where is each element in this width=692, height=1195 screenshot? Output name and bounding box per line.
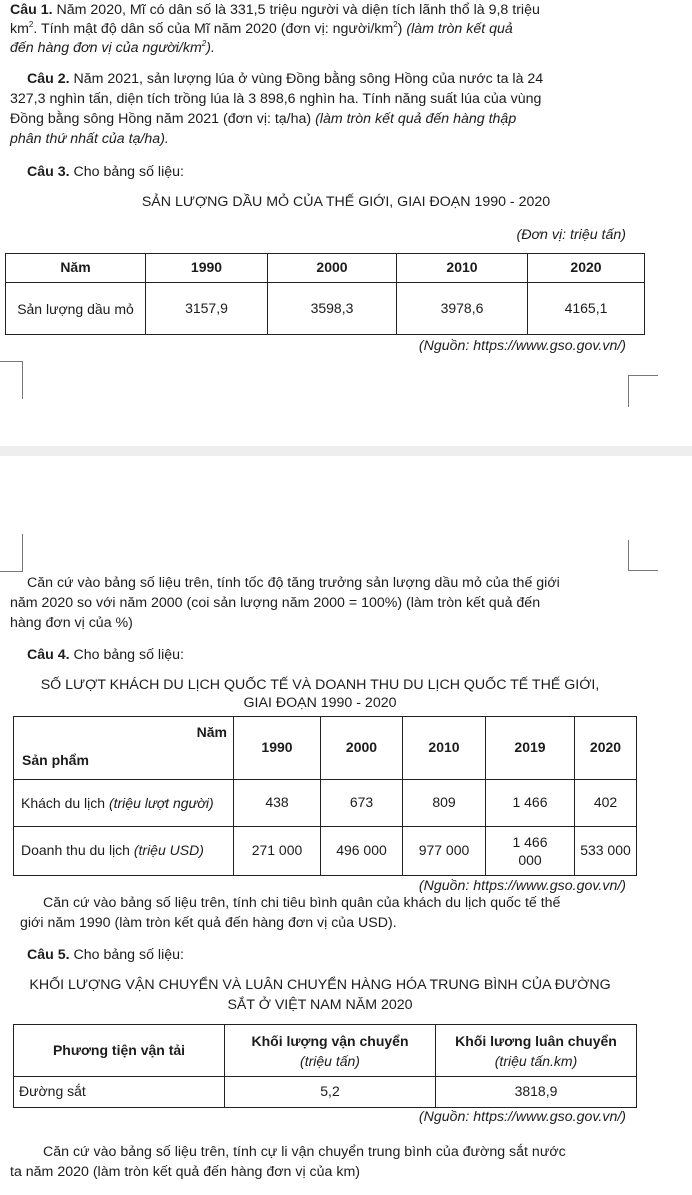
corner-mark xyxy=(628,540,629,570)
q4-title-line-1: SỐ LƯỢT KHÁCH DU LỊCH QUỐC TẾ VÀ DOANH THU DU LỊCH QUỐC TẾ THẾ GIỚI, xyxy=(40,677,600,693)
q3-header-2000: 2000 xyxy=(268,254,397,283)
q5-title-line-2: SẮT Ở VIỆT NAM NĂM 2020 xyxy=(227,997,413,1013)
q4-row-revenue-label: Doanh thu du lịch (triệu USD) xyxy=(14,827,234,876)
q3-source: (Nguồn: https://www.gso.gov.vn/) xyxy=(418,338,626,354)
q4-cell: 977 000 xyxy=(403,827,486,876)
corner-mark xyxy=(0,571,22,572)
q4-table xyxy=(13,716,637,876)
q4-corner-product: Sản phẩm xyxy=(22,752,89,768)
q4-cell: 533 000 xyxy=(575,827,637,876)
q4-source: (Nguồn: https://www.gso.gov.vn/) xyxy=(418,878,626,894)
q4-task-line-1: Căn cứ vào bảng số liệu trên, tính chi tiêu bình quân của khách du lịch quốc tế thế xyxy=(43,895,561,911)
q3-unit: (Đơn vị: triệu tấn) xyxy=(516,227,626,243)
q5-label: Câu 5. xyxy=(27,947,70,963)
q5-cell-turnover: 3818,9 xyxy=(436,1077,637,1108)
q4-year-header: 2019 xyxy=(486,717,575,780)
q5-task-line-2: ta năm 2020 (làm tròn kết quả đến hàng đơn vị của km) xyxy=(10,1164,360,1180)
page-gap xyxy=(0,446,692,456)
q2-line-1: Câu 2. Năm 2021, sản lượng lúa ở vùng Đồng bằng sông Hồng của nước ta là 24 xyxy=(27,71,544,87)
q3-cell: 4165,1 xyxy=(528,283,645,335)
q3-row-label: Sản lượng dầu mỏ xyxy=(6,283,146,335)
q5-header-turnover: Khối lương luân chuyển (triệu tấn.km) xyxy=(436,1025,637,1077)
q3-cell: 3978,6 xyxy=(397,283,528,335)
q3-header-year: Năm xyxy=(6,254,146,283)
q3-table-title: SẢN LƯỢNG DẦU MỎ CỦA THẾ GIỚI, GIAI ĐOẠN 1990 - 2020 xyxy=(141,194,551,210)
corner-mark xyxy=(628,570,658,571)
q4-corner-year: Năm xyxy=(196,724,227,740)
q4-label: Câu 4. xyxy=(27,647,70,663)
q5-source: (Nguồn: https://www.gso.gov.vn/) xyxy=(418,1109,626,1125)
q1-line-3: đến hàng đơn vị của người/$km^2$). xyxy=(10,39,215,56)
q3-table xyxy=(5,253,645,335)
q5-cell-volume: 5,2 xyxy=(225,1077,436,1108)
q5-row-label: Đường sắt xyxy=(14,1077,225,1108)
q3-header-1990: 1990 xyxy=(146,254,268,283)
q2-line-2: 327,3 nghìn tấn, diện tích trồng lúa là 3 898,6 nghìn ha. Tính năng suất lúa của vùng xyxy=(10,91,542,107)
q3-cell: 3598,3 xyxy=(268,283,397,335)
q4-corner-cell xyxy=(14,717,234,780)
q3-label: Câu 3. xyxy=(27,164,70,180)
q4-cell: 1 466 000 xyxy=(486,827,575,876)
q1-line-2: $km^2$. Tính mật độ dân số của Mĩ năm 2020 (đơn vị: người/$km^2$) (làm tròn kết quả xyxy=(10,20,513,37)
q1-line-1: Câu 1. Năm 2020, Mĩ có dân số là 331,5 triệu người và diện tích lãnh thổ là 9,8 triệu xyxy=(10,2,540,18)
q4-year-header: 1990 xyxy=(234,717,321,780)
q2-line-4: phân thứ nhất của tạ/ha). xyxy=(10,131,169,147)
q5-header-volume: Khối lượng vận chuyển (triệu tấn) xyxy=(225,1025,436,1077)
q3-intro: Câu 3. Cho bảng số liệu: xyxy=(27,164,184,180)
q4-year-header: 2000 xyxy=(321,717,403,780)
q4-year-header: 2020 xyxy=(575,717,637,780)
q4-cell: 438 xyxy=(234,780,321,827)
q5-title-line-1: KHỐI LƯỢNG VẬN CHUYỂN VÀ LUÂN CHUYỂN HÀNG HÓA TRUNG BÌNH CỦA ĐƯỜNG xyxy=(29,977,611,993)
corner-mark xyxy=(628,375,658,376)
q3-task-line-2: năm 2020 so với năm 2000 (coi sản lượng năm 2000 = 100%) (làm tròn kết quả đến xyxy=(10,595,541,611)
q5-intro: Câu 5. Cho bảng số liệu: xyxy=(27,947,184,963)
q3-cell: 3157,9 xyxy=(146,283,268,335)
q4-cell: 809 xyxy=(403,780,486,827)
q2-label: Câu 2. xyxy=(27,71,70,87)
q4-task-line-2: giới năm 1990 (làm tròn kết quả đến hàng đơn vị của USD). xyxy=(20,915,397,931)
q4-cell: 496 000 xyxy=(321,827,403,876)
q5-task-line-1: Căn cứ vào bảng số liệu trên, tính cự li vận chuyển trung bình của đường sắt nước xyxy=(43,1144,566,1160)
q2-line-3: Đồng bằng sông Hồng năm 2021 (đơn vị: tạ/ha) (làm tròn kết quả đến hàng thập xyxy=(10,111,517,127)
q4-year-header: 2010 xyxy=(403,717,486,780)
q3-header-2020: 2020 xyxy=(528,254,645,283)
corner-mark xyxy=(22,534,23,572)
q3-task-line-1: Căn cứ vào bảng số liệu trên, tính tốc độ tăng trưởng sản lượng dầu mỏ của thế giới xyxy=(27,575,560,591)
corner-mark xyxy=(628,375,629,407)
q4-row-visitors-label: Khách du lịch (triệu lượt người) xyxy=(14,780,234,827)
q4-cell: 673 xyxy=(321,780,403,827)
corner-mark xyxy=(22,361,23,399)
q5-table xyxy=(13,1024,637,1108)
q4-title-line-2: GIAI ĐOẠN 1990 - 2020 xyxy=(243,695,397,711)
q3-task-line-3: hàng đơn vị của %) xyxy=(10,615,133,631)
q4-cell: 402 xyxy=(575,780,637,827)
q4-intro: Câu 4. Cho bảng số liệu: xyxy=(27,647,184,663)
q3-header-2010: 2010 xyxy=(397,254,528,283)
q4-cell: 271 000 xyxy=(234,827,321,876)
q5-header-vehicle: Phương tiện vận tải xyxy=(14,1025,225,1077)
q4-cell: 1 466 xyxy=(486,780,575,827)
corner-mark xyxy=(0,361,22,362)
q1-label: Câu 1. xyxy=(10,2,53,18)
